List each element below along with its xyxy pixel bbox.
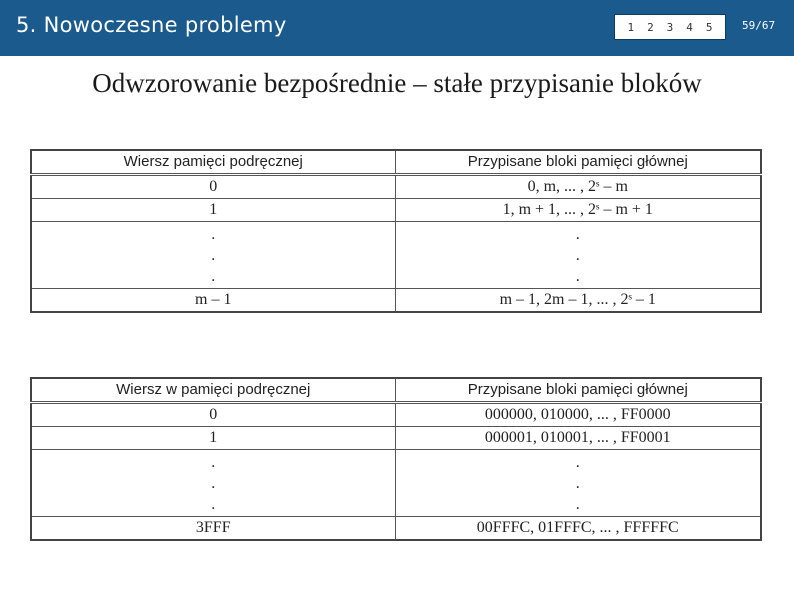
table-row-ellipsis [31,222,761,289]
table-header-row [31,378,761,403]
nav-section-3[interactable]: 3 [666,20,674,34]
column-header-cache-line: Wiersz w pamięci podręcznej [31,378,395,403]
section-title: 5. Nowoczesne problemy [16,13,287,37]
mapping-table-hex [30,377,762,541]
mapping-table-generic [30,149,762,313]
table-row [31,289,761,313]
blocks-cell: m – 1, 2m – 1, ... , 2ˢ – 1 [395,289,761,313]
cache-line-cell: 0 [31,403,395,427]
cache-line-cell: 1 [31,199,395,222]
header-bar [0,0,794,56]
table-row-ellipsis [31,450,761,517]
table-row [31,175,761,199]
blocks-cell: 000000, 010000, ... , FF0000 [395,403,761,427]
page-number: 59/67 [742,19,776,32]
blocks-cell: 000001, 010001, ... , FF0001 [395,427,761,450]
cache-line-cell: 3FFF [31,517,395,541]
table-row [31,199,761,222]
blocks-cell: 1, m + 1, ... , 2ˢ – m + 1 [395,199,761,222]
column-header-main-blocks: Przypisane bloki pamięci głównej [395,150,761,175]
section-navigation [614,14,726,40]
ellipsis-cell: . . . [395,450,761,517]
cache-line-cell: m – 1 [31,289,395,313]
ellipsis-cell: . . . [395,222,761,289]
cache-line-cell: 0 [31,175,395,199]
ellipsis-cell: . . . [31,450,395,517]
nav-section-4[interactable]: 4 [686,20,693,34]
table-header-row [31,150,761,175]
cache-line-cell: 1 [31,427,395,450]
blocks-cell: 00FFFC, 01FFFC, ... , FFFFFC [395,517,761,541]
blocks-cell: 0, m, ... , 2ˢ – m [395,175,761,199]
nav-section-1[interactable]: 1 [627,20,635,34]
nav-section-2[interactable]: 2 [647,20,654,34]
slide-title: Odwzorowanie bezpośrednie – stałe przypisanie bloków [92,68,702,98]
table-row [31,427,761,450]
table-row [31,517,761,541]
column-header-cache-line: Wiersz pamięci podręcznej [31,150,395,175]
table-row [31,403,761,427]
ellipsis-cell: . . . [31,222,395,289]
nav-section-5[interactable]: 5 [705,20,713,34]
column-header-main-blocks: Przypisane bloki pamięci głównej [395,378,761,403]
